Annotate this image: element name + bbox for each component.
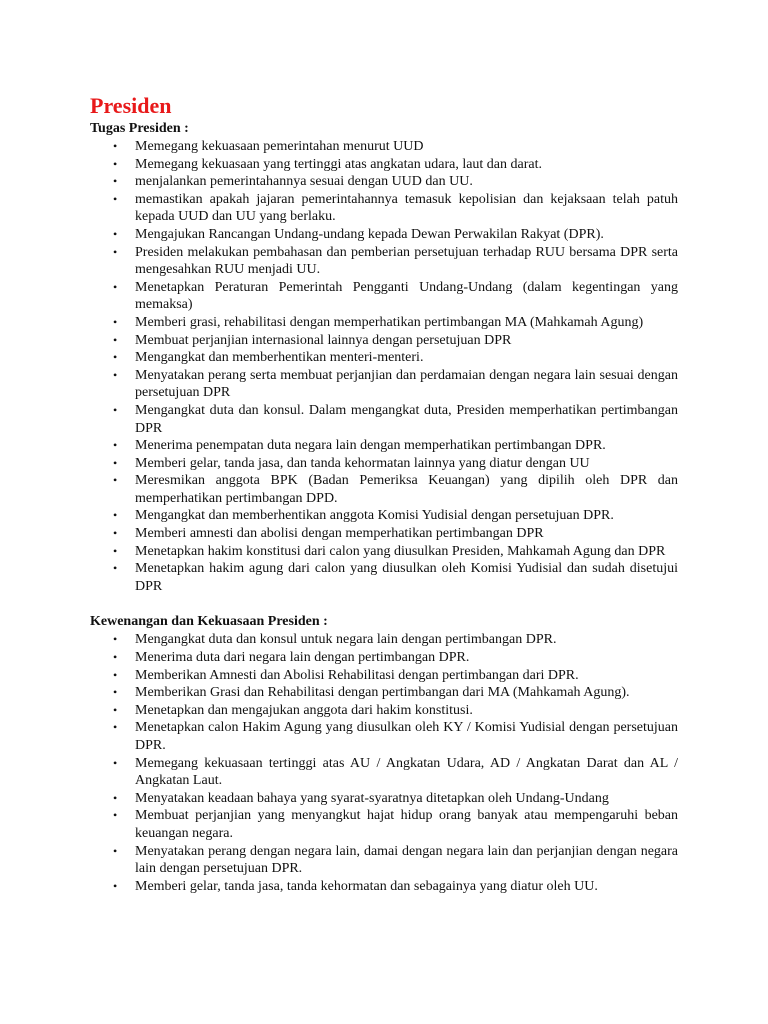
list-item-text: Membuat perjanjian internasional lainnya dengan persetujuan DPR	[135, 332, 512, 348]
list-item-text: Memberi amnesti dan abolisi dengan memperhatikan pertimbangan DPR	[135, 526, 544, 542]
list-item	[90, 525, 678, 543]
bullet-icon: •	[113, 174, 118, 189]
list-item-text: Memberikan Amnesti dan Abolisi Rehabilitasi dengan pertimbangan dari DPR.	[135, 667, 579, 683]
list-item-text: Mengangkat dan memberhentikan menteri-menteri.	[135, 350, 424, 366]
list-item	[90, 402, 678, 437]
list-item-text: Memberi gelar, tanda jasa, dan tanda kehormatan lainnya yang diatur dengan UU	[135, 455, 590, 471]
list-item-text: menjalankan pemerintahannya sesuai dengan UUD dan UU.	[135, 174, 473, 190]
list-item-text: Mengajukan Rancangan Undang-undang kepada Dewan Perwakilan Rakyat (DPR).	[135, 226, 604, 242]
list-item	[90, 191, 678, 226]
bullet-icon: •	[113, 402, 118, 417]
list-item-text: Memegang kekuasaan yang tertinggi atas angkatan udara, laut dan darat.	[135, 156, 543, 172]
bullet-icon: •	[113, 667, 118, 682]
list-item	[90, 279, 678, 314]
bullet-icon: •	[113, 650, 118, 665]
list-item-text: Memberi gelar, tanda jasa, tanda kehormatan dan sebagainya yang diatur oleh UU.	[135, 878, 598, 894]
list-item-text: Menyatakan keadaan bahaya yang syarat-syaratnya ditetapkan oleh Undang-Undang	[135, 790, 609, 806]
list-item	[90, 437, 678, 455]
bullet-icon: •	[113, 191, 118, 206]
bullet-icon: •	[113, 790, 118, 805]
list-item-text: Presiden melakukan pembahasan dan pemberian persetujuan terhadap RUU bersama DPR serta mengesahkan RUU menjadi UU.	[135, 244, 678, 278]
list-item	[90, 843, 678, 878]
document-page	[90, 92, 678, 895]
list-item	[90, 314, 678, 332]
bullet-icon: •	[113, 808, 118, 823]
page-title: Presiden	[90, 93, 172, 118]
list-item	[90, 684, 678, 702]
bullet-icon: •	[113, 367, 118, 382]
list-item-text: Menetapkan Peraturan Pemerintah Pengganti Undang-Undang (dalam kegentingan yang memaksa)	[135, 279, 678, 313]
list-item-text: Memberikan Grasi dan Rehabilitasi dengan pertimbangan dari MA (Mahkamah Agung).	[135, 685, 630, 701]
list-item	[90, 807, 678, 842]
list-item	[90, 332, 678, 350]
list-item-text: Memberi grasi, rehabilitasi dengan memperhatikan pertimbangan MA (Mahkamah Agung)	[135, 314, 644, 330]
list-item	[90, 543, 678, 561]
list-item	[90, 631, 678, 649]
list-item	[90, 226, 678, 244]
list-item	[90, 472, 678, 507]
list-item-text: Memegang kekuasaan tertinggi atas AU / Angkatan Udara, AD / Angkatan Darat dan AL / Angkatan Laut.	[135, 755, 678, 789]
list-item	[90, 138, 678, 156]
bullet-icon: •	[113, 139, 118, 153]
section-heading-tugas: Tugas Presiden :	[90, 121, 189, 136]
bullet-icon: •	[113, 455, 118, 470]
bullet-icon: •	[113, 685, 118, 700]
list-item-text: Meresmikan anggota BPK (Badan Pemeriksa Keuangan) yang dipilih oleh DPR dan memperhatikan pertimbangan DPD.	[135, 473, 678, 506]
bullet-icon: •	[113, 244, 118, 259]
bullet-icon: •	[113, 561, 118, 576]
list-item	[90, 702, 678, 720]
bullet-icon: •	[113, 156, 118, 171]
list-item	[90, 719, 678, 754]
list-item	[90, 244, 678, 279]
tugas-list	[90, 138, 678, 595]
list-item-text: Menyatakan perang serta membuat perjanjian dan perdamaian dengan negara lain sesuai dengan persetujuan DPR	[135, 367, 678, 401]
list-item-text: Menerima duta dari negara lain dengan pertimbangan DPR.	[135, 650, 470, 666]
bullet-icon: •	[113, 279, 118, 294]
list-item-text: Mengangkat duta dan konsul. Dalam mengangkat duta, Presiden memperhatikan pertimbangan DPR	[135, 402, 678, 436]
bullet-icon: •	[113, 526, 118, 541]
bullet-icon: •	[113, 632, 118, 647]
list-item-text: Mengangkat dan memberhentikan anggota Komisi Yudisial dengan persetujuan DPR.	[135, 508, 614, 524]
list-item-text: Mengangkat duta dan konsul untuk negara lain dengan pertimbangan DPR.	[135, 632, 557, 648]
list-item-text: Membuat perjanjian yang menyangkut hajat hidup orang banyak atau mempengaruhi beban keuangan negara.	[135, 808, 678, 841]
bullet-icon: •	[113, 508, 118, 523]
bullet-icon: •	[113, 543, 118, 558]
list-item	[90, 790, 678, 808]
list-item	[90, 878, 678, 896]
list-item-text: Menetapkan dan mengajukan anggota dari hakim konstitusi.	[135, 702, 473, 718]
list-item	[90, 156, 678, 174]
bullet-icon: •	[113, 843, 118, 858]
list-item-text: Menetapkan hakim agung dari calon yang diusulkan oleh Komisi Yudisial dan sudah disetujui DPR	[135, 561, 678, 594]
bullet-icon: •	[113, 720, 118, 735]
section-heading-kewenangan: Kewenangan dan Kekuasaan Presiden :	[90, 614, 328, 630]
bullet-icon: •	[113, 314, 118, 329]
list-item	[90, 649, 678, 667]
kewenangan-list	[90, 631, 678, 895]
list-item	[90, 349, 678, 367]
list-item-text: Menetapkan calon Hakim Agung yang diusulkan oleh KY / Komisi Yudisial dengan persetujuan DPR.	[135, 720, 678, 753]
list-item-text: Menyatakan perang dengan negara lain, damai dengan negara lain dan perjanjian dengan negara lain dengan persetujuan DPR.	[135, 843, 678, 877]
bullet-icon: •	[113, 473, 118, 488]
list-item-text: Memegang kekuasaan pemerintahan menurut UUD	[135, 139, 424, 154]
list-item-text: Menerima penempatan duta negara lain dengan memperhatikan pertimbangan DPR.	[135, 438, 606, 454]
list-item	[90, 560, 678, 595]
list-item-text: memastikan apakah jajaran pemerintahannya temasuk kepolisian dan kejaksaan telah patuh kepada UUD dan UU yang berlaku.	[135, 191, 678, 225]
list-item	[90, 507, 678, 525]
bullet-icon: •	[113, 878, 118, 893]
list-item	[90, 173, 678, 191]
bullet-icon: •	[113, 350, 118, 365]
bullet-icon: •	[113, 438, 118, 453]
bullet-icon: •	[113, 755, 118, 770]
bullet-icon: •	[113, 226, 118, 241]
list-item	[90, 455, 678, 473]
list-item	[90, 367, 678, 402]
bullet-icon: •	[113, 702, 118, 717]
list-item	[90, 755, 678, 790]
list-item-text: Menetapkan hakim konstitusi dari calon yang diusulkan Presiden, Mahkamah Agung dan DPR	[135, 543, 666, 559]
bullet-icon: •	[113, 332, 118, 347]
list-item	[90, 667, 678, 685]
